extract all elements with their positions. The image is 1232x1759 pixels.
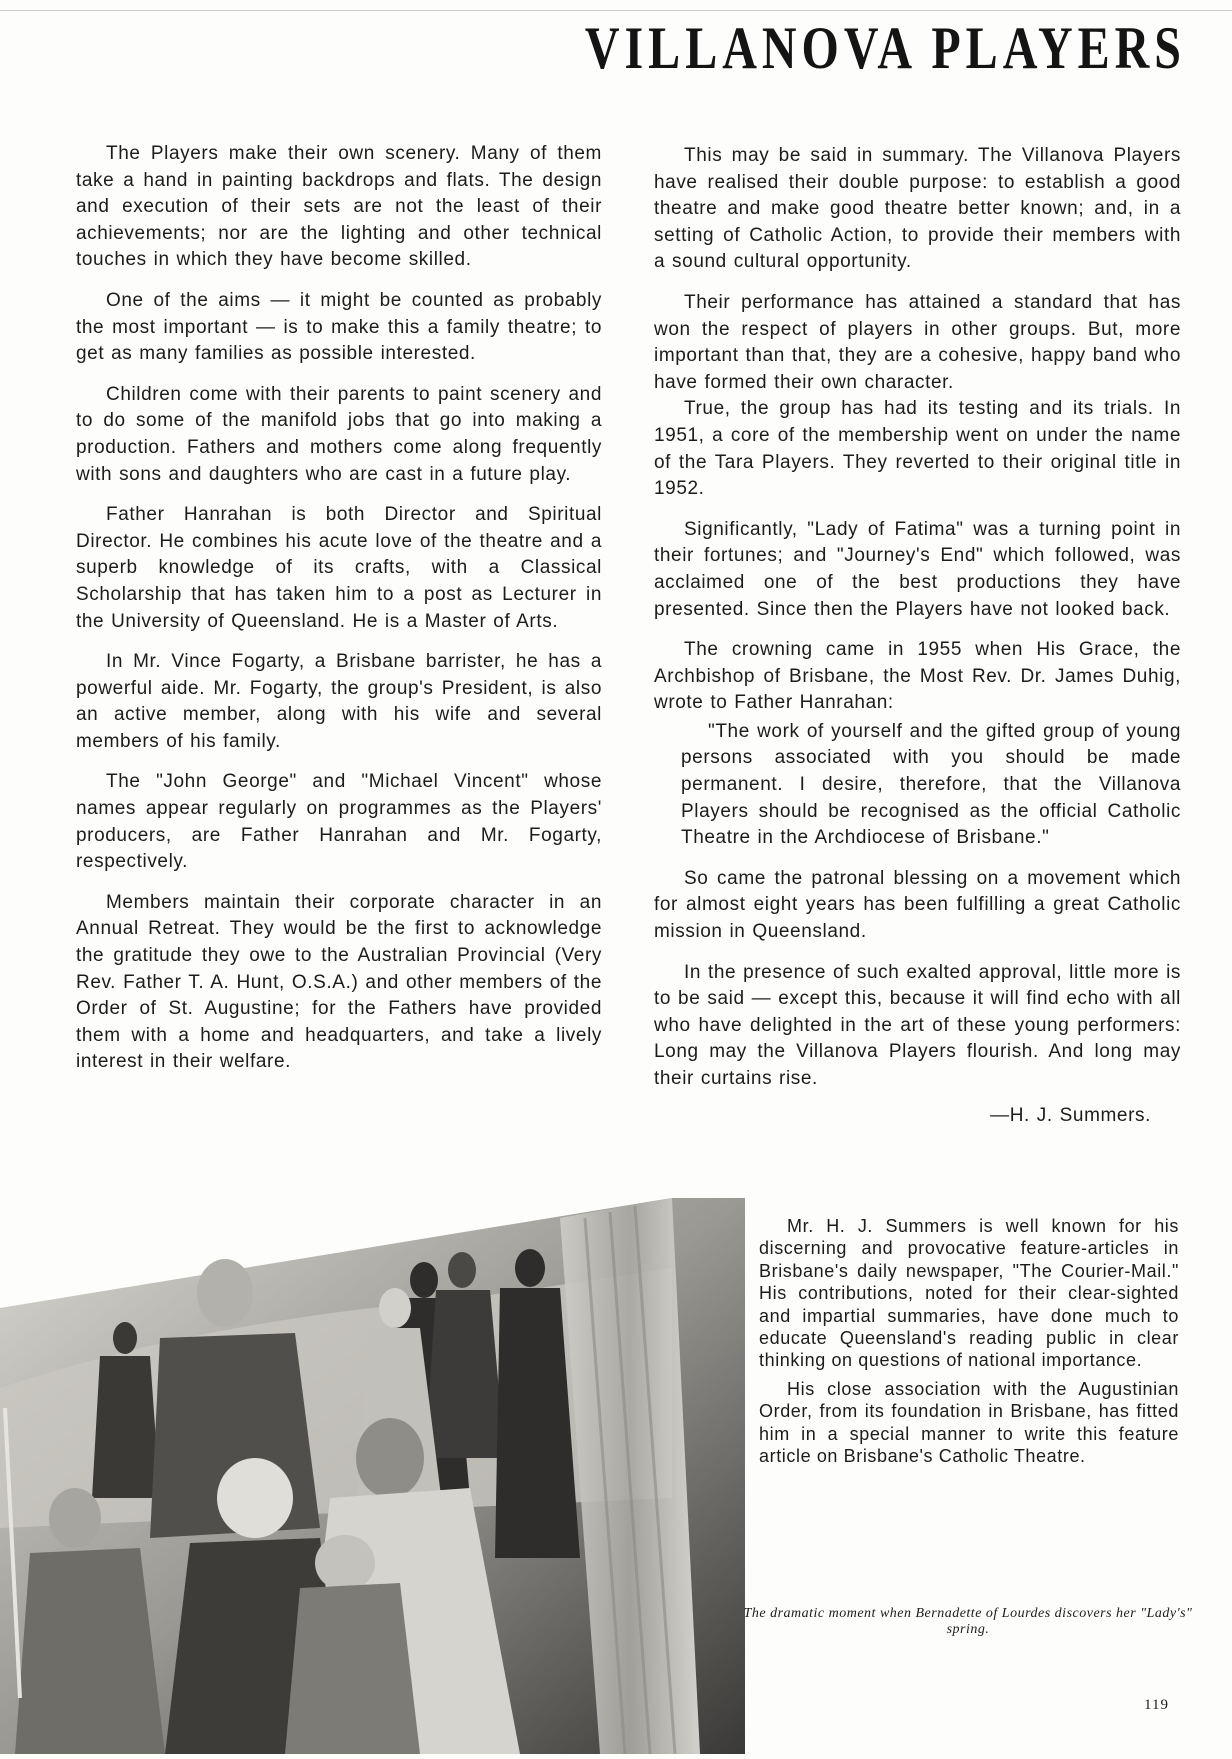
author-signature: —H. J. Summers.	[990, 1104, 1151, 1126]
article-paragraph: Father Hanrahan is both Director and Spiritual Director. He combines his acute love of the theatre and a superb knowledge of its crafts, with a Classical Scholarship that has taken him to a post as Lecturer in the University of Queensland. He is a Master of Arts.	[76, 504, 602, 632]
article-paragraph: This may be said in summary. The Villanova Players have realised their double purpose: to establish a good theatre and make good theatre better known; and, in a setting of Catholic Action, to provide their members with a sound cultural opportunity.	[654, 145, 1181, 273]
article-paragraph: The "John George" and "Michael Vincent" whose names appear regularly on programmes as the Players' producers, are Father Hanrahan and Mr. Fogarty, respectively.	[76, 771, 602, 873]
article-left-column	[76, 141, 602, 1090]
article-paragraph: Children come with their parents to paint scenery and to do some of the manifold jobs that go into making a production. Fathers and mothers come along frequently with sons and daughters who are cast in a future play.	[76, 383, 602, 485]
archbishop-quote: "The work of yourself and the gifted group of young persons associated with you should be made permanent. I desire, therefore, that the Villanova Players should be recognised as the official Catholic Theatre in the Archdiocese of Brisbane."	[681, 720, 1181, 849]
author-bio	[759, 1215, 1179, 1473]
article-paragraph: In the presence of such exalted approval, little more is to be said — except this, because it will find echo with all who have delighted in the art of these young performers: Long may the Villanova Players flourish. And long may their curtains rise.	[654, 961, 1181, 1089]
article-paragraph: So came the patronal blessing on a movement which for almost eight years has been fulfilling a great Catholic mission in Queensland.	[654, 867, 1181, 943]
article-paragraph: Their performance has attained a standard that has won the respect of players in other groups. But, more important than that, they are a cohesive, happy band who have formed their own character.	[654, 291, 1181, 393]
article-paragraph: One of the aims — it might be counted as probably the most important — is to make this a family theatre; to get as many families as possible interested.	[76, 289, 602, 365]
bio-paragraph: Mr. H. J. Summers is well known for his discerning and provocative feature-articles in Brisbane's daily newspaper, "The Courier-Mail." His contributions, noted for their clear-sighted and impartial summaries, have done much to educate Queensland's reading public in clear thinking on questions of national importance.	[759, 1216, 1179, 1371]
photo-caption: The dramatic moment when Bernadette of Lourdes discovers her "Lady's" spring.	[743, 1606, 1193, 1637]
article-paragraph: Significantly, "Lady of Fatima" was a turning point in their fortunes; and "Journey's End" which followed, was acclaimed one of the best productions they have presented. Since then the Players have not looked back.	[654, 518, 1181, 620]
article-paragraph: Members maintain their corporate character in an Annual Retreat. They would be the first to acknowledge the gratitude they owe to the Australian Provincial (Very Rev. Father T. A. Hunt, O.S.A.) and other members of the Order of St. Augustine; for the Fathers have provided them with a home and headquarters, and take a lively interest in their welfare.	[76, 891, 602, 1073]
stage-photo	[0, 1198, 745, 1754]
article-paragraph: The crowning came in 1955 when His Grace, the Archbishop of Brisbane, the Most Rev. Dr. James Duhig, wrote to Father Hanrahan:	[654, 639, 1181, 714]
top-rule	[0, 10, 1232, 11]
bio-paragraph: His close association with the Augustinian Order, from its foundation in Brisbane, has fitted him in a special manner to write this feature article on Brisbane's Catholic Theatre.	[759, 1378, 1179, 1467]
article-paragraph: In Mr. Vince Fogarty, a Brisbane barrister, he has a powerful aide. Mr. Fogarty, the group's President, is also an active member, along with his wife and several members of his family.	[76, 651, 602, 752]
article-paragraph: True, the group has had its testing and its trials. In 1951, a core of the membership went on under the name of the Tara Players. They reverted to their original title in 1952.	[654, 398, 1181, 500]
page-number: 119	[1144, 1697, 1169, 1713]
article-paragraph: The Players make their own scenery. Many of them take a hand in painting backdrops and flats. The design and execution of their sets are not the least of their achievements; nor are the lighting and other technical touches in which they have become skilled.	[76, 143, 602, 271]
article-right-column	[654, 143, 1181, 1143]
page-title: VILLANOVA PLAYERS	[584, 15, 1186, 82]
